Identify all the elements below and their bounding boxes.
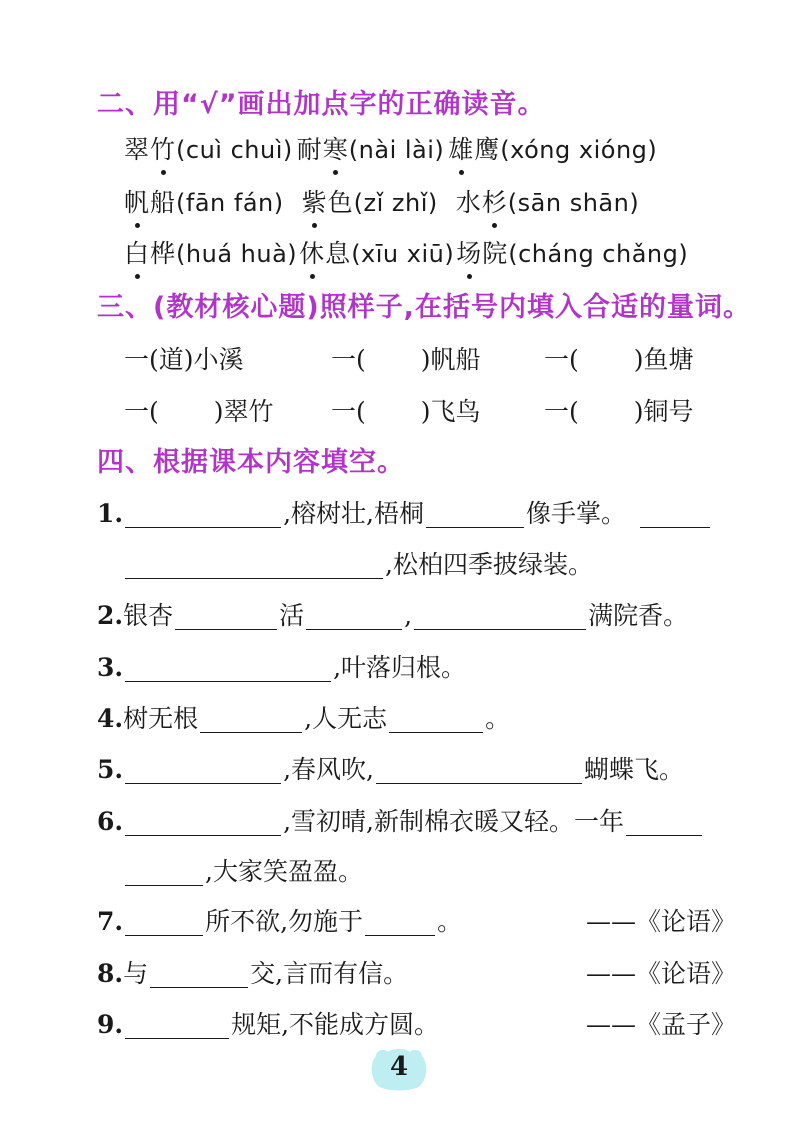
item-number: 6.: [97, 807, 124, 836]
section-2-title: 二、用“√”画出加点字的正确读音。: [97, 89, 546, 120]
source-lunyu: ——《论语》: [586, 907, 737, 936]
source-lunyu: ——《论语》: [586, 959, 737, 988]
word-4-post: 船: [150, 188, 177, 217]
fill-item-4: [97, 699, 510, 735]
answer-blank[interactable]: [365, 934, 435, 936]
word-8-options[interactable]: (xīu xiū): [351, 240, 455, 268]
item-text: 像手掌。: [526, 499, 627, 528]
word-1-dotted-char: 竹: [150, 130, 176, 166]
fill-item-6: [97, 802, 704, 838]
answer-blank[interactable]: [389, 731, 483, 733]
word-5-post: 色: [327, 188, 354, 217]
word-4-options[interactable]: (fān fán): [176, 189, 284, 217]
measure-row-1: [124, 340, 694, 376]
answer-blank[interactable]: [200, 731, 302, 733]
pinyin-row-3: [124, 234, 688, 270]
answer-blank[interactable]: [125, 782, 281, 784]
word-3-dotted-char: 雄: [448, 130, 474, 166]
measure-item: [544, 392, 694, 428]
measure-open: 一(: [331, 345, 366, 374]
word-9-post: 院: [482, 239, 509, 268]
measure-open: 一(: [544, 397, 579, 426]
measure-answer: 道: [158, 345, 184, 374]
item-text: ,人无志: [304, 704, 388, 733]
word-6-options[interactable]: (sān shān): [507, 189, 640, 217]
page-number: 4: [389, 1052, 409, 1082]
measure-noun: )铜号: [633, 397, 694, 426]
answer-blank[interactable]: [125, 934, 203, 936]
section-4-title: 四、根据课本内容填空。: [97, 447, 405, 478]
item-text: ,叶落归根。: [333, 653, 467, 682]
measure-item: [331, 340, 544, 376]
item-number: 4.: [97, 704, 124, 733]
item-number: 3.: [97, 653, 124, 682]
answer-blank[interactable]: [125, 834, 281, 836]
measure-noun: )翠竹: [213, 397, 274, 426]
measure-item: [124, 392, 331, 428]
fill-item-1: [97, 494, 712, 530]
measure-open: 一(: [124, 345, 159, 374]
fill-item-8: [97, 954, 408, 990]
item-text: 蝴蝶飞。: [584, 755, 685, 784]
measure-open: 一(: [331, 397, 366, 426]
measure-noun: )飞鸟: [420, 397, 481, 426]
answer-blank[interactable]: [626, 834, 702, 836]
answer-blank[interactable]: [426, 526, 524, 528]
fill-item-3: [97, 648, 466, 684]
word-7-post: 桦: [150, 239, 177, 268]
fill-item-7: [97, 902, 462, 938]
fill-item-5: [97, 750, 684, 786]
word-2-pre: 耐: [296, 135, 323, 164]
item-text: 。: [437, 907, 463, 936]
word-8-dotted-char: 休: [299, 234, 325, 270]
item-text: 满院香。: [588, 601, 689, 630]
item-text: 。: [485, 704, 511, 733]
page-number-badge: [368, 1048, 430, 1092]
answer-blank[interactable]: [125, 884, 203, 886]
item-text: 活: [279, 601, 305, 630]
item-number: 5.: [97, 755, 124, 784]
word-6-dotted-char: 杉: [482, 183, 508, 219]
source-mengzi: ——《孟子》: [586, 1010, 737, 1039]
word-4-dotted-char: 帆: [124, 183, 150, 219]
item-text: ,榕树壮,梧桐: [283, 499, 425, 528]
item-text: 交,言而有信。: [250, 959, 409, 988]
fill-item-9: [97, 1005, 439, 1041]
section-3-title: [97, 285, 751, 324]
word-6-pre: 水: [455, 188, 482, 217]
word-5-dotted-char: 紫: [302, 183, 328, 219]
item-text: ,大家笑盈盈。: [205, 857, 363, 886]
word-2-options[interactable]: (nài lài): [348, 136, 445, 164]
item-text: ,雪初晴,新制棉衣暖又轻。一年: [283, 807, 625, 836]
word-1-pre: 翠: [124, 135, 151, 164]
answer-blank[interactable]: [125, 526, 281, 528]
measure-item: [124, 340, 331, 376]
item-text: ,: [404, 601, 413, 630]
core-question-tag: (教材核心题): [153, 292, 320, 323]
answer-blank[interactable]: [175, 628, 277, 630]
measure-item: [544, 340, 694, 376]
measure-open: 一(: [544, 345, 579, 374]
word-7-dotted-char: 白: [124, 234, 150, 270]
answer-blank[interactable]: [414, 628, 586, 630]
measure-noun: )帆船: [420, 345, 481, 374]
word-7-options[interactable]: (huá huà): [176, 240, 298, 268]
measure-item: [331, 392, 544, 428]
answer-blank[interactable]: [306, 628, 402, 630]
answer-blank[interactable]: [376, 782, 582, 784]
item-number: 7.: [97, 907, 124, 936]
word-2-dotted-char: 寒: [323, 130, 349, 166]
measure-open: 一(: [124, 397, 159, 426]
section-3-number: 三、: [97, 292, 153, 323]
pinyin-row-2: [124, 183, 639, 219]
fill-item-1-cont: [123, 545, 593, 581]
fill-item-6-cont: [123, 852, 363, 888]
word-8-post: 息: [325, 239, 352, 268]
item-text: 银杏: [123, 601, 174, 630]
item-text: 规矩,不能成方圆。: [231, 1010, 440, 1039]
item-number: 8.: [97, 959, 124, 988]
measure-noun: )小溪: [183, 345, 244, 374]
answer-blank[interactable]: [125, 577, 383, 579]
item-text: 与: [123, 959, 149, 988]
pinyin-row-1: [124, 130, 657, 166]
word-9-dotted-char: 场: [456, 234, 482, 270]
item-text: 所不欲,勿施于: [205, 907, 364, 936]
section-3-instruction: 照样子,在括号内填入合适的量词。: [319, 292, 751, 323]
answer-blank[interactable]: [150, 986, 248, 988]
item-text: 树无根: [123, 704, 199, 733]
word-9-options[interactable]: (cháng chǎng): [508, 240, 689, 268]
measure-noun: )鱼塘: [633, 345, 694, 374]
item-text: ,春风吹,: [283, 755, 375, 784]
word-3-options[interactable]: (xóng xióng): [500, 136, 658, 164]
answer-blank[interactable]: [640, 526, 710, 528]
answer-blank[interactable]: [125, 1037, 229, 1039]
word-1-options[interactable]: (cuì chuì): [176, 136, 293, 164]
item-number: 2.: [97, 601, 124, 630]
measure-row-2: [124, 392, 694, 428]
item-number: 9.: [97, 1010, 124, 1039]
word-5-options[interactable]: (zǐ zhǐ): [353, 189, 438, 217]
word-3-post: 鹰: [474, 135, 501, 164]
fill-item-2: [97, 596, 688, 632]
answer-blank[interactable]: [125, 680, 331, 682]
item-number: 1.: [97, 499, 124, 528]
item-text: ,松柏四季披绿装。: [385, 550, 593, 579]
